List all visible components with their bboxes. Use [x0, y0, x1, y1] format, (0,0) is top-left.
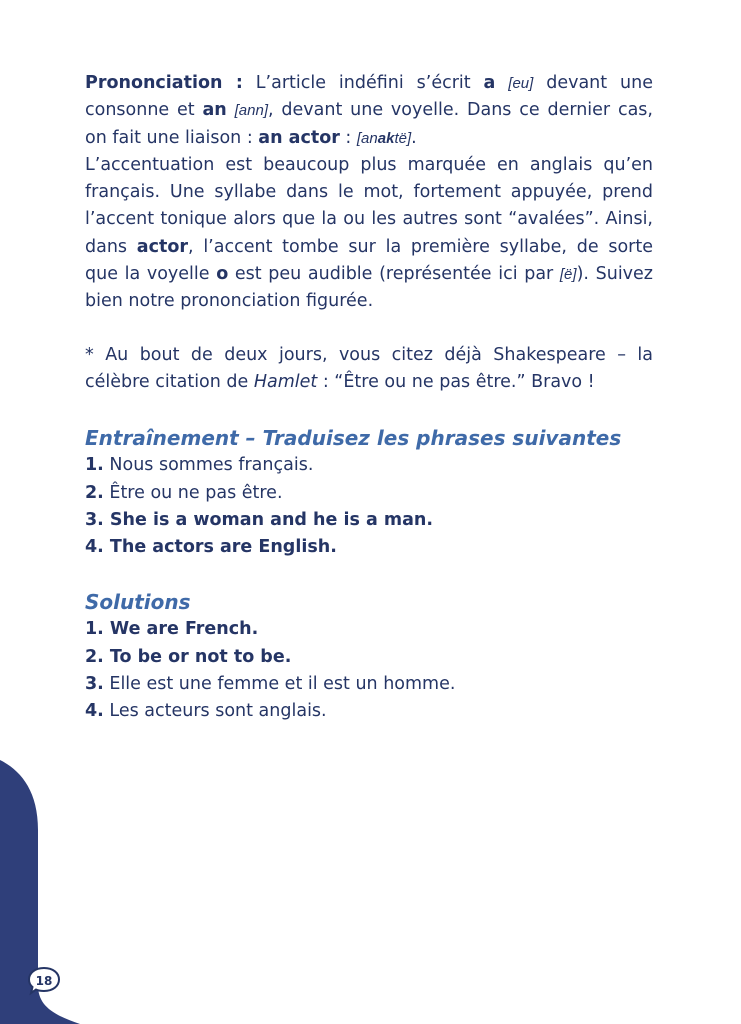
solution-item: 2. To be or not to be. — [85, 646, 292, 667]
page-number: 18 — [35, 974, 53, 988]
exercise-item: 1. Nous sommes français. — [85, 455, 314, 476]
pronunciation-figured: [anaktë] — [356, 129, 412, 147]
exercise-item: 2. Être ou ne pas être. — [85, 482, 283, 503]
pronunciation-paragraph: Prononciation : L’article indéfini s’écrit a [eu] devant une consonne et an [ann], devant une voyelle. Dans ce dernier cas, on fait une liaison : an actor : [anaktë]. — [85, 73, 653, 148]
page-content — [85, 70, 653, 726]
solution-item: 3. Elle est une femme et il est un homme. — [85, 674, 456, 695]
footnote: * Au bout de deux jours, vous citez déjà Shakespeare – la célèbre citation de Hamlet : “Être ou ne pas être.” Bravo ! — [85, 344, 653, 392]
pronunciation-label: Prononciation : — [85, 73, 243, 93]
solutions-title: Solutions — [85, 590, 191, 615]
solution-item: 1. We are French. — [85, 619, 259, 640]
exercise-item: 3. She is a woman and he is a man. — [85, 509, 434, 530]
solution-item: 4. Les acteurs sont anglais. — [85, 701, 327, 722]
accent-paragraph: L’accentuation est beaucoup plus marquée en anglais qu’en français. Une syllabe dans le mot, fortement appuyée, prend l’accent tonique alors que la ou les autres sont “avalées”. Ainsi, dans actor, l’accent tombe sur la première syllabe, de sorte que la voyelle o est peu audible (représentée ici par [ë]). Suivez bien notre prononciation figurée. — [85, 154, 653, 312]
exercise-title: Entraînement – Traduisez les phrases suivantes — [85, 426, 622, 451]
exercise-item: 4. The actors are English. — [85, 537, 337, 558]
